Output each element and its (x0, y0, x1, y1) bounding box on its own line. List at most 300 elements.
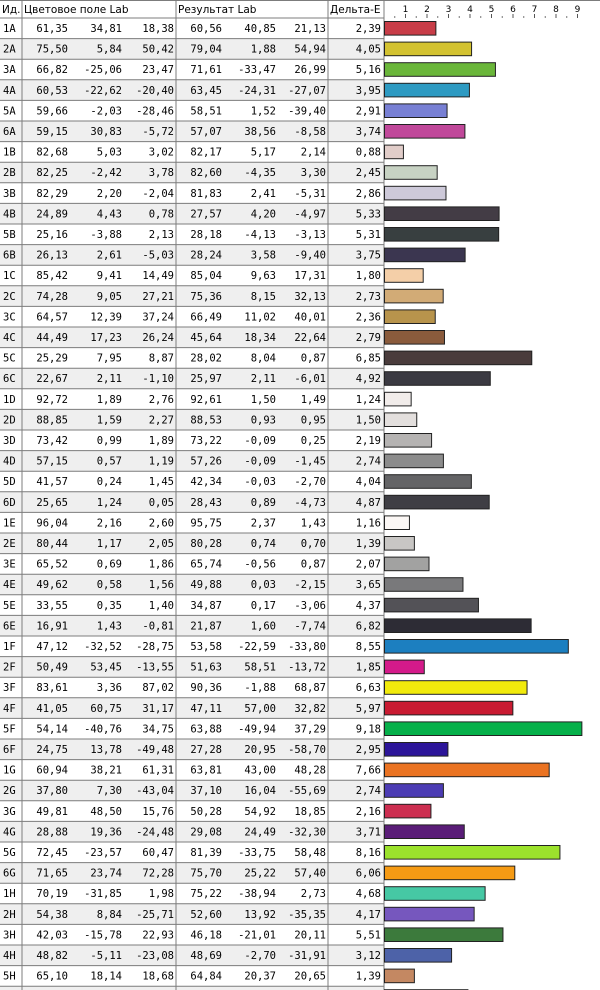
cell-delta-e: 3,95 (355, 84, 381, 97)
bar-6E (385, 619, 532, 633)
cell-delta-e: 2,16 (355, 805, 381, 818)
cell-result-lab: -21,01 (238, 929, 276, 942)
table-row (3, 208, 381, 220)
cell-sample-lab: -49,48 (136, 744, 174, 756)
cell-id: 1H (3, 888, 16, 901)
bar-4F (385, 701, 513, 715)
cell-sample-lab: 0,24 (96, 476, 122, 489)
bar-3H (385, 928, 503, 942)
cell-sample-lab: 25,65 (36, 496, 68, 509)
cell-sample-lab: -2,03 (90, 105, 122, 118)
cell-id: 5D (3, 476, 16, 489)
cell-result-lab: 45,64 (190, 332, 222, 344)
cell-sample-lab: 23,74 (90, 867, 122, 880)
cell-sample-lab: -5,11 (90, 950, 122, 962)
table-row (3, 559, 381, 571)
cell-id: 2A (3, 43, 16, 56)
cell-result-lab: 37,10 (190, 785, 222, 798)
cell-sample-lab: 41,57 (36, 476, 68, 489)
cell-id: 3B (3, 187, 16, 200)
cell-sample-lab: 2,20 (96, 187, 122, 200)
cell-delta-e: 2,39 (355, 23, 381, 35)
cell-result-lab: -9,40 (294, 249, 326, 262)
cell-result-lab: 20,11 (294, 929, 326, 942)
cell-result-lab: 88,53 (190, 414, 222, 427)
cell-result-lab: -49,94 (238, 723, 276, 736)
cell-sample-lab: 1,17 (96, 538, 122, 550)
cell-result-lab: 80,28 (190, 538, 222, 550)
cell-sample-lab: 66,82 (36, 64, 68, 77)
cell-result-lab: 0,03 (250, 579, 276, 592)
cell-result-lab: 0,25 (300, 435, 326, 447)
cell-result-lab: -33,47 (238, 64, 276, 77)
cell-sample-lab: 50,42 (142, 43, 174, 56)
bar-2C (385, 289, 444, 303)
cell-sample-lab: 0,35 (96, 599, 122, 612)
cell-sample-lab: 27,21 (142, 290, 174, 303)
cell-result-lab: -32,30 (288, 826, 326, 839)
bar-2F (385, 660, 425, 674)
bar-5E (385, 598, 479, 612)
cell-result-lab: 63,81 (190, 764, 222, 777)
table-row (3, 476, 381, 488)
cell-delta-e: 2,91 (355, 105, 381, 118)
cell-sample-lab: -24,48 (136, 826, 174, 839)
cell-sample-lab: 60,94 (36, 764, 68, 777)
cell-sample-lab: 8,87 (148, 352, 174, 365)
cell-sample-lab: 18,14 (90, 970, 122, 983)
cell-result-lab: 11,02 (244, 311, 276, 324)
cell-sample-lab: 59,66 (36, 105, 68, 118)
cell-sample-lab: 75,50 (36, 43, 68, 56)
cell-sample-lab: -22,62 (84, 84, 122, 97)
cell-sample-lab: 33,55 (36, 599, 68, 612)
cell-id: 1B (3, 146, 16, 159)
cell-result-lab: 20,37 (244, 970, 276, 983)
cell-result-lab: 58,51 (244, 661, 276, 674)
x-tick-label: 7 (531, 5, 538, 15)
cell-result-lab: 26,99 (294, 64, 326, 77)
cell-result-lab: 57,40 (294, 867, 326, 880)
cell-result-lab: 21,87 (190, 620, 222, 633)
cell-result-lab: -3,13 (294, 229, 326, 241)
cell-result-lab: 1,52 (250, 105, 276, 118)
table-row (3, 641, 381, 653)
cell-sample-lab: 0,69 (96, 558, 122, 571)
cell-result-lab: -22,59 (238, 641, 276, 653)
cell-result-lab: 13,92 (244, 908, 276, 921)
cell-sample-lab: 24,75 (36, 744, 68, 756)
cell-result-lab: 28,18 (190, 229, 222, 241)
bar-5B (385, 228, 499, 242)
bar-4C (385, 331, 445, 345)
cell-result-lab: -1,88 (244, 682, 276, 695)
cell-result-lab: 48,28 (294, 764, 326, 777)
cell-result-lab: -0,03 (244, 476, 276, 489)
cell-sample-lab: 64,57 (36, 311, 68, 324)
bar-4D (385, 454, 444, 468)
cell-delta-e: 1,16 (355, 517, 381, 530)
cell-result-lab: 32,82 (294, 702, 326, 715)
cell-sample-lab: 2,61 (96, 249, 122, 262)
cell-sample-lab: -2,04 (142, 187, 174, 200)
cell-id: 6F (3, 744, 16, 756)
cell-delta-e: 5,97 (355, 702, 381, 715)
cell-result-lab: 57,26 (190, 455, 222, 468)
table-row (3, 44, 381, 56)
cell-sample-lab: -0,81 (142, 620, 174, 633)
x-tick-label: 8 (553, 5, 559, 15)
cell-id: 3E (3, 558, 16, 571)
bar-6G (385, 866, 515, 880)
cell-sample-lab: 25,16 (36, 229, 68, 241)
cell-id: 1D (3, 393, 16, 406)
cell-result-lab: 24,49 (244, 826, 276, 839)
bar-3C (385, 310, 436, 324)
cell-result-lab: 2,41 (250, 187, 276, 200)
cell-result-lab: 48,69 (190, 950, 222, 962)
table-row (3, 950, 381, 962)
cell-result-lab: 95,75 (190, 517, 222, 530)
cell-delta-e: 1,39 (355, 970, 381, 983)
table-row (3, 517, 381, 529)
cell-result-lab: -33,80 (288, 641, 326, 653)
cell-delta-e: 1,39 (355, 538, 381, 550)
cell-sample-lab: 57,15 (36, 455, 68, 468)
table-row (3, 311, 381, 323)
cell-delta-e: 8,16 (355, 847, 381, 859)
cell-result-lab: 20,65 (294, 970, 326, 983)
table-row (3, 147, 381, 159)
cell-sample-lab: 22,93 (142, 929, 174, 942)
cell-sample-lab: 1,24 (96, 496, 122, 509)
cell-id: 2H (3, 908, 16, 921)
cell-delta-e: 4,92 (355, 373, 381, 386)
x-axis-ticks (395, 5, 581, 18)
cell-result-lab: 34,87 (190, 599, 222, 612)
bar-2A (385, 42, 472, 56)
cell-sample-lab: 8,84 (96, 908, 122, 921)
cell-sample-lab: 1,19 (148, 455, 174, 468)
cell-result-lab: -4,13 (244, 229, 276, 241)
table-row (3, 394, 381, 406)
cell-id: 4A (3, 84, 16, 97)
bar-1B (385, 145, 404, 159)
cell-id: 4D (3, 455, 16, 468)
cell-sample-lab: 0,58 (96, 579, 122, 592)
cell-sample-lab: 48,50 (90, 805, 122, 818)
cell-delta-e: 3,75 (355, 249, 381, 262)
table-row (3, 291, 381, 303)
cell-delta-e: 2,95 (355, 744, 381, 756)
cell-result-lab: -5,31 (294, 187, 326, 200)
cell-sample-lab: 73,42 (36, 435, 68, 447)
cell-result-lab: 2,37 (250, 517, 276, 530)
cell-result-lab: 9,63 (250, 270, 276, 283)
bar-4E (385, 578, 463, 592)
table-row (3, 744, 381, 756)
cell-delta-e: 2,45 (355, 167, 381, 180)
cell-id: 3H (3, 929, 16, 942)
cell-id: 5H (3, 970, 16, 983)
cell-delta-e: 7,66 (355, 764, 381, 777)
cell-result-lab: 49,88 (190, 579, 222, 592)
cell-result-lab: -7,74 (294, 620, 326, 633)
cell-id: 6C (3, 373, 16, 386)
cell-sample-lab: 59,15 (36, 126, 68, 138)
cell-sample-lab: 2,13 (148, 229, 174, 241)
cell-result-lab: -13,72 (288, 661, 326, 674)
cell-sample-lab: 1,59 (96, 414, 122, 427)
table-rows (3, 23, 381, 990)
header-result-lab: Результат Lab (178, 4, 257, 16)
cell-sample-lab: 13,78 (90, 744, 122, 756)
cell-sample-lab: 88,85 (36, 414, 68, 427)
cell-sample-lab: 42,03 (36, 929, 68, 942)
cell-delta-e: 3,74 (355, 126, 381, 138)
cell-result-lab: 73,22 (190, 435, 222, 447)
cell-result-lab: 1,43 (300, 517, 326, 530)
cell-result-lab: 54,94 (294, 43, 326, 56)
bar-2H (385, 907, 475, 921)
cell-result-lab: 27,28 (190, 744, 222, 756)
bar-3D (385, 434, 432, 448)
cell-sample-lab: -20,40 (136, 84, 174, 97)
table-row (3, 806, 381, 818)
bar-1H (385, 887, 486, 901)
cell-id: 3F (3, 682, 16, 695)
cell-delta-e: 4,05 (355, 43, 381, 56)
cell-result-lab: 38,56 (244, 126, 276, 138)
cell-delta-e: 4,37 (355, 599, 381, 612)
cell-result-lab: 0,70 (300, 538, 326, 550)
cell-delta-e: 1,50 (355, 414, 381, 427)
x-tick-label: 6 (510, 5, 516, 15)
cell-result-lab: 17,31 (294, 270, 326, 283)
cell-sample-lab: 19,36 (90, 826, 122, 839)
cell-sample-lab: 31,17 (142, 702, 174, 715)
cell-result-lab: 22,64 (294, 332, 326, 344)
cell-sample-lab: 28,88 (36, 826, 68, 839)
table-row (3, 971, 381, 983)
cell-result-lab: -4,97 (294, 208, 326, 221)
table-row (3, 332, 381, 344)
cell-sample-lab: 82,68 (36, 146, 68, 159)
cell-result-lab: -58,70 (288, 744, 326, 756)
bar-3A (385, 63, 496, 77)
cell-sample-lab: 34,81 (90, 23, 122, 35)
table-row (3, 188, 381, 200)
cell-sample-lab: 2,27 (148, 414, 174, 427)
cell-sample-lab: 7,95 (96, 352, 122, 365)
cell-result-lab: 3,30 (300, 167, 326, 180)
cell-id: 2D (3, 414, 16, 427)
bar-2G (385, 784, 444, 798)
cell-result-lab: 68,87 (294, 682, 326, 695)
table-row (3, 868, 381, 880)
cell-sample-lab: 74,28 (36, 290, 68, 303)
table-row (3, 662, 381, 674)
cell-sample-lab: -40,76 (84, 723, 122, 736)
cell-sample-lab: 2,05 (148, 538, 174, 550)
bar-1E (385, 516, 410, 530)
cell-result-lab: 60,56 (190, 23, 222, 35)
cell-result-lab: 66,49 (190, 311, 222, 324)
cell-result-lab: 25,22 (244, 867, 276, 880)
cell-sample-lab: 60,47 (142, 847, 174, 859)
cell-result-lab: 81,83 (190, 187, 222, 200)
cell-result-lab: 3,58 (250, 249, 276, 262)
table-row (3, 85, 381, 97)
cell-result-lab: 40,85 (244, 23, 276, 35)
cell-result-lab: 40,01 (294, 311, 326, 324)
cell-result-lab: 18,85 (294, 805, 326, 818)
cell-sample-lab: 54,14 (36, 723, 68, 736)
table-row (3, 497, 381, 509)
table-row (3, 373, 381, 385)
cell-sample-lab: 60,75 (90, 702, 122, 715)
cell-sample-lab: -5,72 (142, 126, 174, 138)
cell-result-lab: -4,73 (294, 496, 326, 509)
table-row (3, 909, 381, 921)
cell-sample-lab: 1,89 (148, 435, 174, 447)
cell-sample-lab: -15,78 (84, 929, 122, 942)
cell-id: 4F (3, 702, 16, 715)
cell-sample-lab: 1,86 (148, 558, 174, 571)
bar-6C (385, 372, 491, 386)
cell-sample-lab: -31,85 (84, 888, 122, 901)
cell-result-lab: 1,60 (250, 620, 276, 633)
cell-result-lab: -0,09 (244, 455, 276, 468)
cell-result-lab: 21,13 (294, 23, 326, 35)
cell-sample-lab: -28,75 (136, 641, 174, 653)
cell-sample-lab: 1,98 (148, 888, 174, 901)
table-row (3, 600, 381, 612)
cell-sample-lab: 7,30 (96, 785, 122, 798)
cell-sample-lab: 50,49 (36, 661, 68, 674)
cell-result-lab: -55,69 (288, 785, 326, 798)
cell-result-lab: -0,09 (244, 435, 276, 447)
cell-delta-e: 2,74 (355, 455, 381, 468)
x-tick-label: 9 (574, 5, 581, 15)
cell-result-lab: 0,74 (250, 538, 276, 550)
cell-id: 6D (3, 496, 16, 509)
bar-5F (385, 722, 582, 736)
cell-sample-lab: -13,55 (136, 661, 174, 674)
cell-delta-e: 4,68 (355, 888, 381, 901)
cell-result-lab: -2,70 (244, 950, 276, 962)
cell-sample-lab: 5,84 (96, 43, 122, 56)
cell-sample-lab: 38,21 (90, 764, 122, 777)
cell-result-lab: 18,34 (244, 332, 276, 344)
cell-sample-lab: 34,75 (142, 723, 174, 736)
table-row (3, 167, 381, 179)
cell-sample-lab: 17,23 (90, 332, 122, 344)
cell-delta-e: 1,85 (355, 661, 381, 674)
table-row (3, 888, 381, 900)
cell-result-lab: -39,40 (288, 105, 326, 118)
cell-id: 3A (3, 64, 16, 77)
cell-sample-lab: 0,05 (148, 496, 174, 509)
bar-1D (385, 392, 412, 406)
cell-sample-lab: 22,67 (36, 373, 68, 386)
x-tick-label: 1 (402, 5, 409, 15)
cell-result-lab: 29,08 (190, 826, 222, 839)
cell-result-lab: 46,18 (190, 929, 222, 942)
cell-id: 5C (3, 352, 16, 365)
cell-id: 4B (3, 208, 16, 221)
cell-id: 4G (3, 826, 16, 839)
cell-delta-e: 6,06 (355, 867, 381, 880)
cell-id: 5G (3, 847, 16, 859)
cell-sample-lab: 0,99 (96, 435, 122, 447)
cell-sample-lab: 41,05 (36, 702, 68, 715)
cell-delta-e: 5,31 (355, 229, 381, 241)
cell-id: 2E (3, 538, 16, 550)
cell-result-lab: -38,94 (238, 888, 276, 901)
table-row (3, 785, 381, 797)
table-row (3, 250, 381, 262)
table-row (3, 826, 381, 838)
cell-sample-lab: 54,38 (36, 908, 68, 921)
cell-id: 1E (3, 517, 16, 530)
cell-result-lab: 64,84 (190, 970, 222, 983)
cell-sample-lab: -3,88 (90, 229, 122, 241)
cell-result-lab: 71,61 (190, 64, 222, 77)
table-row (3, 703, 381, 715)
cell-delta-e: 5,33 (355, 208, 381, 221)
cell-result-lab: 53,58 (190, 641, 222, 653)
cell-id: 3C (3, 311, 16, 324)
cell-result-lab: 2,11 (250, 373, 276, 386)
cell-result-lab: -1,45 (294, 455, 326, 468)
cell-sample-lab: 72,45 (36, 847, 68, 859)
cell-sample-lab: 26,24 (142, 332, 174, 344)
table-header (2, 4, 381, 16)
cell-id: 1F (3, 641, 16, 653)
cell-sample-lab: 3,36 (96, 682, 122, 695)
cell-delta-e: 0,88 (355, 146, 381, 159)
bar-5G (385, 846, 560, 860)
cell-result-lab: -6,01 (294, 373, 326, 386)
table-row (3, 435, 381, 447)
header-delta-e: Дельта-E (330, 4, 381, 16)
cell-result-lab: 63,45 (190, 84, 222, 97)
bar-3B (385, 186, 446, 200)
cell-sample-lab: 47,12 (36, 641, 68, 653)
bar-5A (385, 104, 448, 118)
cell-sample-lab: 70,19 (36, 888, 68, 901)
cell-sample-lab: 37,24 (142, 311, 174, 324)
x-tick-label: 2 (424, 5, 430, 15)
cell-result-lab: 1,50 (250, 393, 276, 406)
bar-6D (385, 495, 490, 509)
cell-result-lab: 20,95 (244, 744, 276, 756)
bar-1A (385, 22, 436, 36)
cell-sample-lab: 24,89 (36, 208, 68, 221)
table-row (3, 682, 381, 694)
cell-sample-lab: 0,78 (148, 208, 174, 221)
cell-sample-lab: 23,47 (142, 64, 174, 77)
cell-sample-lab: 16,91 (36, 620, 68, 633)
cell-sample-lab: 2,16 (96, 517, 122, 530)
cell-id: 6E (3, 620, 16, 633)
cell-delta-e: 5,51 (355, 929, 381, 942)
cell-id: 4H (3, 950, 16, 962)
bar-3G (385, 804, 431, 818)
cell-sample-lab: -28,46 (136, 105, 174, 118)
cell-sample-lab: 71,65 (36, 867, 68, 880)
